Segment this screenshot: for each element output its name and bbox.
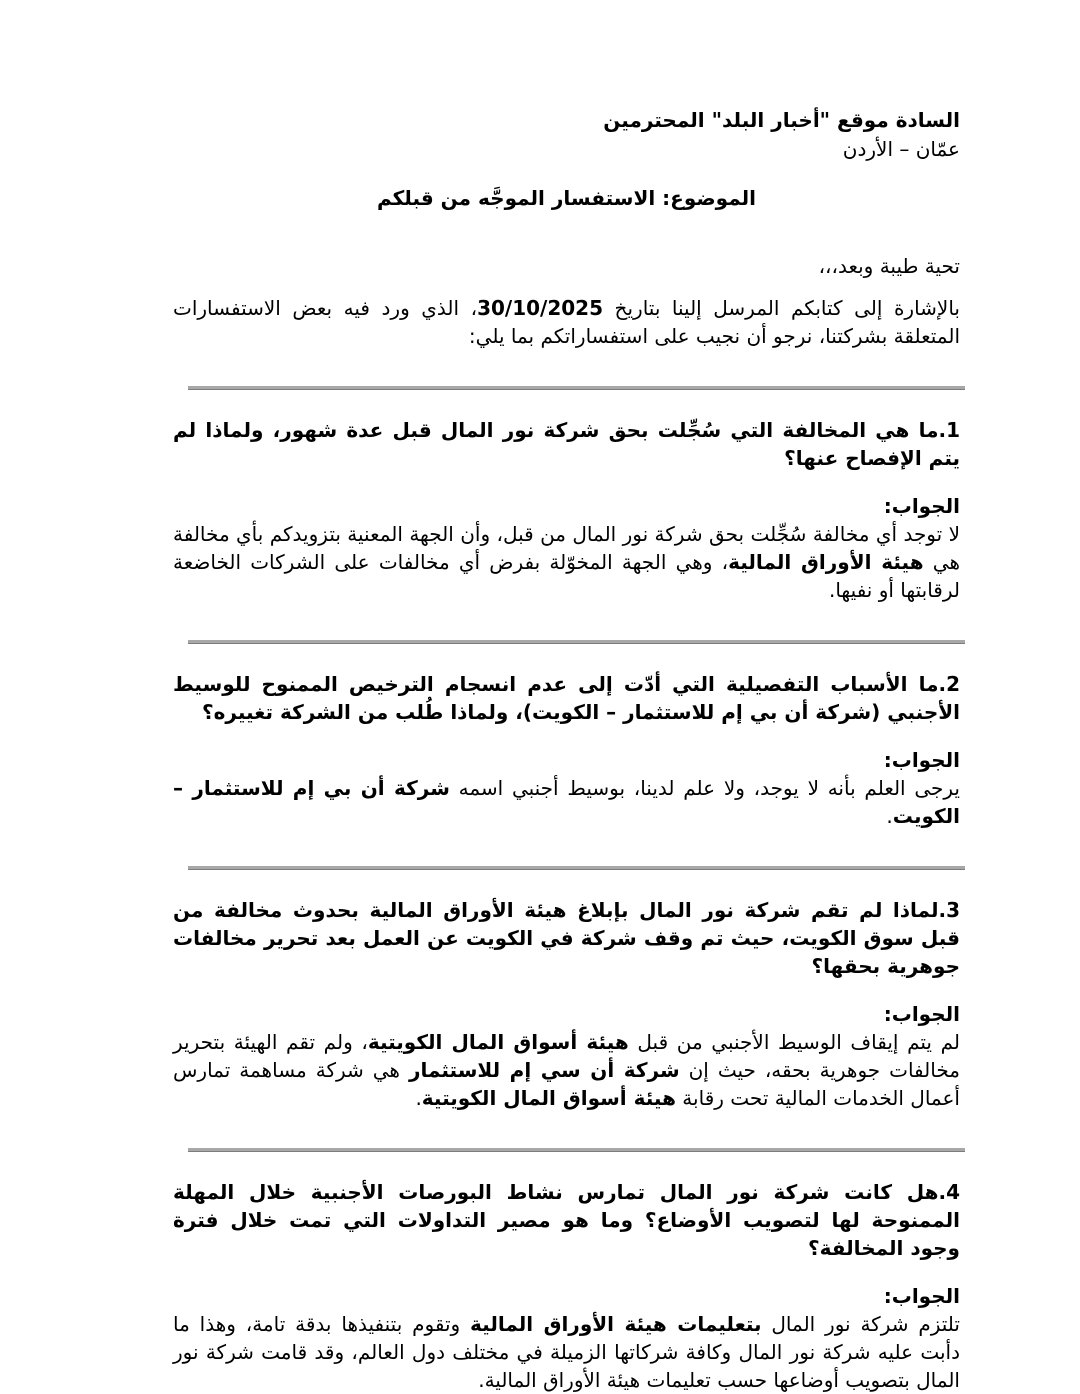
question-3: 3.لماذا لم تقم شركة نور المال بإبلاغ هيئة الأوراق المالية بحدوث مخالفة من قبل سوق الكويت، حيث تم وقف شركة في الكويت عن العمل بعد تحرير مخالفات جوهرية بحقها؟	[173, 898, 960, 978]
section-divider	[188, 386, 965, 390]
question-4: 4.هل كانت شركة نور المال تمارس نشاط البورصات الأجنبية خلال المهلة الممنوحة لها لتصويب الأوضاع؟ وما هو مصير التداولات التي تمت خلال فترة وجود المخالفة؟	[173, 1180, 960, 1260]
answer-2: يرجى العلم بأنه لا يوجد، ولا علم لدينا، بوسيط أجنبي اسمه شركة أن بي إم للاستثمار – الكويت.	[173, 776, 960, 828]
section-divider	[188, 866, 965, 870]
location-line: عمّان – الأردن	[842, 137, 960, 161]
letter-header	[173, 106, 960, 164]
subject-line: الموضوع: الاستفسار الموجَّه من قبلكم	[376, 186, 756, 210]
answer-label-4: الجواب:	[883, 1284, 960, 1308]
qa-section-1	[173, 416, 960, 604]
answer-label-2: الجواب:	[883, 748, 960, 772]
qa-section-4	[173, 1178, 960, 1394]
answer-4: تلتزم شركة نور المال بتعليمات هيئة الأوراق المالية وتقوم بتنفيذها بدقة تامة، وهذا ما دأبت عليه شركة نور المال وكافة شركاتها الزميلة في مختلف دول العالم، وقد قامت شركة نور المال بتصويب أوضاعها حسب تعليمات هيئة الأوراق المالية.	[173, 1312, 960, 1392]
section-divider	[188, 1148, 965, 1152]
greeting-line: تحية طيبة وبعد،،،	[818, 254, 960, 278]
section-divider	[188, 640, 965, 644]
qa-section-2	[173, 670, 960, 830]
answer-1: لا توجد أي مخالفة سُجِّلت بحق شركة نور المال من قبل، وأن الجهة المعنية بتزويدكم بأي مخالفة هي هيئة الأوراق المالية، وهي الجهة المخوّلة بفرض أي مخالفات على الشركات الخاضعة لرقابتها أو نفيها.	[173, 522, 961, 602]
question-2: 2.ما الأسباب التفصيلية التي أدّت إلى عدم انسجام الترخيص الممنوح للوسيط الأجنبي (شركة أن بي إم للاستثمار – الكويت)، ولماذا طُلب من الشركة تغييره؟	[173, 672, 960, 724]
intro-paragraph: بالإشارة إلى كتابكم المرسل إلينا بتاريخ 30/10/2025، الذي ورد فيه بعض الاستفسارات المتعلقة بشركتنا، نرجو أن نجيب على استفساراتكم بما يلي:	[173, 296, 961, 348]
answer-label-1: الجواب:	[883, 494, 960, 518]
question-1: 1.ما هي المخالفة التي سُجِّلت بحق شركة نور المال قبل عدة شهور، ولماذا لم يتم الإفصاح عنها؟	[173, 418, 960, 470]
answer-3: لم يتم إيقاف الوسيط الأجنبي من قبل هيئة أسواق المال الكويتية، ولم تقم الهيئة بتحرير مخالفات جوهرية بحقه، حيث إن شركة أن سي إم للاستثمار هي شركة مساهمة تمارس أعمال الخدمات المالية تحت رقابة هيئة أسواق المال الكويتية.	[173, 1030, 960, 1110]
qa-section-3	[173, 896, 960, 1112]
recipient-line: السادة موقع "أخبار البلد" المحترمين	[603, 108, 960, 132]
answer-label-3: الجواب:	[883, 1002, 960, 1026]
